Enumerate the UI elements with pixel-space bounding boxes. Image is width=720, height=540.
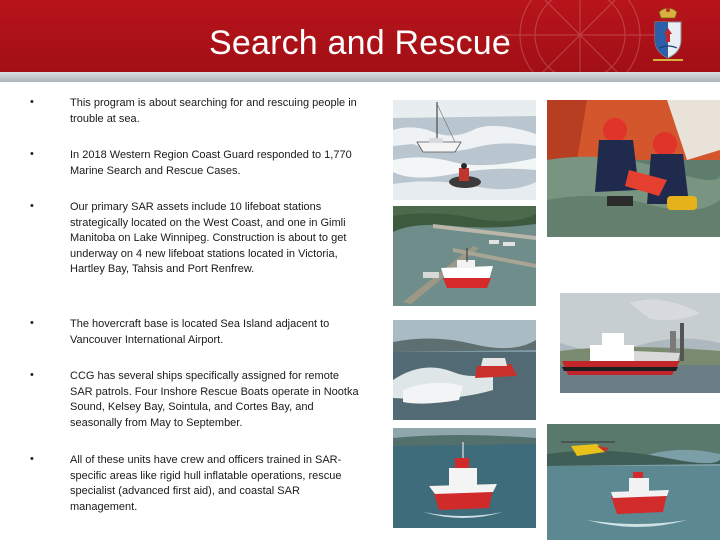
slide-header	[0, 0, 720, 72]
canadian-coast-guard-crest-icon	[649, 4, 687, 64]
bullet-text: All of these units have crew and officers trained in SAR-specific areas like rigid hull inflatable operations, rescue specialist (advanced first aid), and coastal SAR management.	[70, 454, 342, 513]
header-divider-band	[0, 72, 720, 82]
bullet-marker: •	[30, 317, 34, 329]
photo-sailboat-in-ice	[393, 100, 536, 200]
bullet-marker: •	[30, 200, 34, 212]
photo-helicopter-rescue	[547, 424, 720, 540]
photo-rescue-boat	[393, 428, 536, 528]
bullet-marker: •	[30, 148, 34, 160]
bullet-text: Our primary SAR assets include 10 lifeboat stations strategically located on the West Coast, and one in Gimli Manitoba on Lake Winnipeg. Construction is about to get underway on 4 new lifeboat stations located in Victoria, Hartley Bay, Tahsis and Port Renfrew.	[70, 201, 347, 276]
bullet-text: In 2018 Western Region Coast Guard responded to 1,770 Marine Search and Rescue Cases.	[70, 149, 352, 177]
photo-hovercraft	[393, 320, 536, 420]
slide-title: Search and Rescue	[208, 24, 512, 62]
bullet-marker: •	[30, 369, 34, 381]
bullet-marker: •	[30, 453, 34, 465]
bullet-text: This program is about searching for and rescuing people in trouble at sea.	[70, 97, 357, 125]
bullet-marker: •	[30, 96, 34, 108]
bullet-text: The hovercraft base is located Sea Island adjacent to Vancouver International Airport.	[70, 318, 330, 346]
photo-lifeboat-station	[393, 206, 536, 306]
photo-ccg-ship	[560, 293, 720, 393]
bullet-text: CCG has several ships specifically assigned for remote SAR patrols. Four Inshore Rescue Boats operate in Nootka Sound, Kelsey Bay, Sointula, and Cortes Bay, and seasonally from May to September.	[70, 370, 359, 429]
photo-rescue-specialists	[547, 100, 720, 237]
